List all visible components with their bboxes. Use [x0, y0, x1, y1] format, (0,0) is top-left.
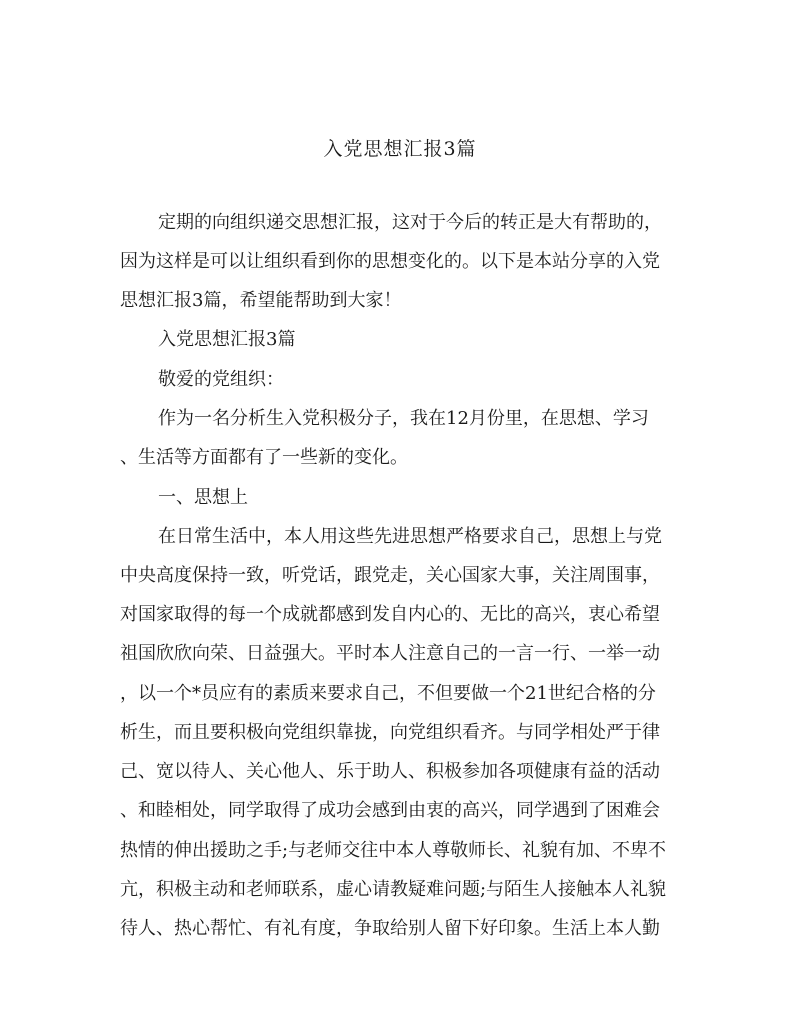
paragraph-line: 祖国欣欣向荣、日益强大。平时本人注意自己的一言一行、一举一动 [120, 643, 660, 664]
paragraph-line: 待人、热心帮忙、有礼有度，争取给别人留下好印象。生活上本人勤 [120, 918, 660, 939]
section-heading: 入党思想汇报3篇 [158, 329, 296, 350]
paragraph-line: 在日常生活中，本人用这些先进思想严格要求自己，思想上与党 [158, 526, 662, 547]
paragraph-line: 、和睦相处，同学取得了成功会感到由衷的高兴，同学遇到了困难会 [120, 800, 660, 821]
section-heading: 一、思想上 [158, 487, 248, 508]
paragraph-line: 作为一名分析生入党积极分子，我在12月份里，在思想、学习 [158, 408, 649, 429]
paragraph-line: 对国家取得的每一个成就都感到发自内心的、无比的高兴，衷心希望 [120, 604, 660, 625]
paragraph-line: ，以一个*员应有的素质来要求自己，不但要做一个21世纪合格的分 [120, 683, 656, 704]
paragraph-line: 己、宽以待人、关心他人、乐于助人、积极参加各项健康有益的活动 [120, 761, 660, 782]
salutation: 敬爱的党组织： [158, 369, 284, 390]
paragraph-line: 思想汇报3篇，希望能帮助到大家！ [120, 290, 402, 311]
paragraph-line: 中央高度保持一致，听党话，跟党走，关心国家大事，关注周围事， [120, 565, 660, 586]
document-title: 入党思想汇报3篇 [323, 138, 477, 160]
paragraph-line: 析生，而且要积极向党组织靠拢，向党组织看齐。与同学相处严于律 [120, 722, 660, 743]
paragraph-line: 因为这样是可以让组织看到你的思想变化的。以下是本站分享的入党 [120, 251, 660, 272]
paragraph-line: 、生活等方面都有了一些新的变化。 [120, 447, 408, 468]
paragraph-line: 热情的伸出援助之手;与老师交往中本人尊敬师长、礼貌有加、不卑不 [120, 840, 667, 861]
paragraph-line: 亢，积极主动和老师联系，虚心请教疑难问题;与陌生人接触本人礼貌 [120, 879, 667, 900]
paragraph-line: 定期的向组织递交思想汇报，这对于今后的转正是大有帮助的， [158, 212, 662, 233]
